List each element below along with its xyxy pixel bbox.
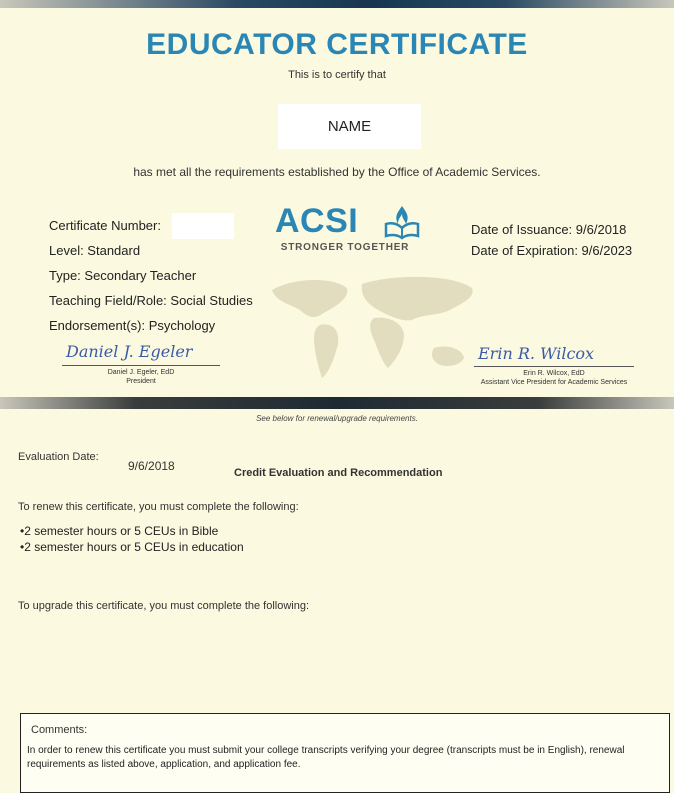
assistant-vp-signature: Erin R. Wilcox xyxy=(478,344,595,363)
acsi-tagline: STRONGER TOGETHER xyxy=(280,242,410,253)
endorsements-field: Endorsement(s): Psychology xyxy=(49,318,216,333)
list-item: • 2 semester hours or 5 CEUs in Bible xyxy=(20,523,244,539)
president-signature: Daniel J. Egeler xyxy=(66,342,193,361)
acsi-book-flame-icon xyxy=(384,204,420,240)
top-border-bar xyxy=(0,0,674,8)
right-signature-line xyxy=(474,366,634,367)
comments-box xyxy=(20,713,670,793)
renew-intro: To renew this certificate, you must complete the following: xyxy=(18,501,299,513)
comments-text: In order to renew this certificate you must submit your college transcripts verifying your degree (transcripts must be in English), renewal requirements as listed above, application, and application fee. xyxy=(27,745,625,770)
issuance-date: Date of Issuance: 9/6/2018 xyxy=(471,222,627,237)
renewal-note: See below for renewal/upgrade requirements. xyxy=(256,414,418,423)
requirements-statement: has met all the requirements established by the Office of Academic Services. xyxy=(133,165,541,179)
renew-requirements-list xyxy=(20,523,244,555)
list-item: • 2 semester hours or 5 CEUs in education xyxy=(20,539,244,555)
left-signature-line xyxy=(62,365,220,366)
assistant-vp-name: Erin R. Wilcox, EdD Assistant Vice President for Academic Services xyxy=(480,370,628,386)
expiration-date: Date of Expiration: 9/6/2023 xyxy=(471,243,633,258)
teaching-field: Teaching Field/Role: Social Studies xyxy=(49,293,253,308)
credit-evaluation-heading: Credit Evaluation and Recommendation xyxy=(234,467,443,479)
type-field: Type: Secondary Teacher xyxy=(49,268,197,283)
certificate-title: EDUCATOR CERTIFICATE xyxy=(146,28,528,61)
recipient-name-box xyxy=(278,104,421,149)
acsi-logo-text: ACSI xyxy=(275,202,359,240)
certificate-number-redaction xyxy=(172,213,234,239)
comments-label: Comments: xyxy=(31,724,88,736)
evaluation-date-value: 9/6/2018 xyxy=(128,459,175,473)
president-name: Daniel J. Egeler, EdD President xyxy=(107,369,175,385)
level-field: Level: Standard xyxy=(49,243,141,258)
world-map-watermark xyxy=(262,270,482,385)
upgrade-intro: To upgrade this certificate, you must complete the following: xyxy=(18,600,310,612)
recipient-name: NAME xyxy=(327,118,372,135)
certificate-bottom-border xyxy=(0,397,674,409)
certificate-number-label: Certificate Number: xyxy=(49,218,161,233)
evaluation-date-label: Evaluation Date: xyxy=(18,451,99,463)
certify-text: This is to certify that xyxy=(288,69,386,81)
